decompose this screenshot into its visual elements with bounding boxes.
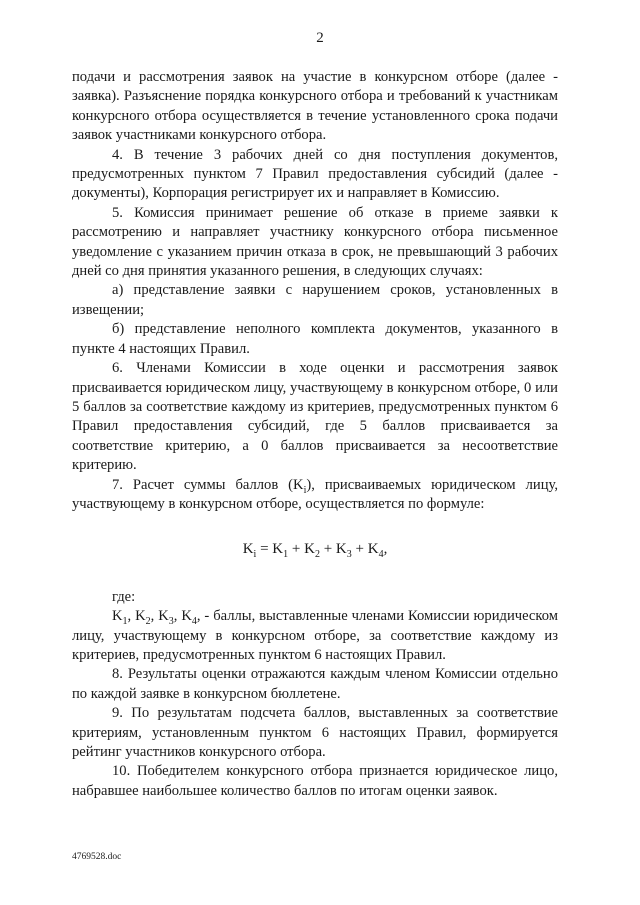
- formula-term-3: K: [335, 541, 347, 558]
- formula-legend: [72, 607, 558, 665]
- paragraph-4: 4. В течение 3 рабочих дней со дня поступления документов, предусмотренных пунктом 7 Правил предоставления субсидий (далее - документы), Корпорация регистрирует их и направляет в Комиссию.: [72, 146, 558, 202]
- legend-k2: K: [135, 608, 146, 625]
- legend-k4-sub: 4: [191, 616, 197, 628]
- formula-term-1: K: [272, 541, 284, 558]
- formula-term-1-sub: 1: [283, 549, 289, 561]
- legend-k1: K: [112, 608, 123, 625]
- legend-k1-sub: 1: [122, 616, 128, 628]
- paragraph-7-sub: i: [303, 484, 307, 496]
- formula-term-2-sub: 2: [314, 549, 320, 561]
- footer-doc-id: 4769528.doc: [72, 852, 122, 862]
- formula-end: ,: [383, 541, 388, 558]
- formula-plus-2: +: [319, 541, 336, 558]
- legend-k3: K: [158, 608, 169, 625]
- paragraph-continuation: подачи и рассмотрения заявок на участие в конкурсном отборе (далее - заявка). Разъяснение порядка конкурсного отбора и требований к участникам конкурсного отбора осуществляется в течение установленного срока подачи заявок участниками конкурсного отбора.: [72, 69, 558, 144]
- formula-term-3-sub: 3: [346, 549, 352, 561]
- legend-k2-sub: 2: [145, 616, 151, 628]
- legend-text: , - баллы, выставленные членами Комиссии юридическом лицу, участвующему в конкурсном отборе, за соответствие каждому из критериев, предусмотренных пунктом 6 настоящих Правил.: [72, 608, 559, 663]
- page-number: 2: [316, 30, 324, 46]
- formula-term-4: K: [367, 541, 379, 558]
- formula-lhs: K: [242, 541, 254, 558]
- formula-plus-3: +: [351, 541, 368, 558]
- legend-sep-1: ,: [127, 608, 136, 625]
- where-label: где:: [112, 588, 136, 605]
- formula-term-2: K: [304, 541, 315, 558]
- legend-k3-sub: 3: [168, 616, 174, 628]
- paragraph-6: 6. Членами Комиссии в ходе оценки и рассмотрения заявок присваивается юридическом лицу, участвующему в конкурсном отборе, 0 или 5 баллов за соответствие каждому из критериев, предусмотренных пунктом 6 Правил предоставления субсидий, где 5 баллов присваивается за соответствие критерию, а 0 баллов присваивается за несоответствие критерию.: [72, 360, 558, 474]
- document-body: [72, 68, 558, 801]
- paragraph-10: 10. Победителем конкурсного отбора признается юридическое лицо, набравшее наибольшее количество баллов по итогам оценки заявок.: [72, 763, 558, 799]
- formula-lhs-sub: i: [253, 549, 257, 561]
- paragraph-5-b: б) представление неполного комплекта документов, указанного в пункте 4 настоящих Правил.: [72, 321, 558, 357]
- paragraph-7-text-b: ), присваиваемых юридическом лицу, участвующему в конкурсном отборе, осуществляется по формуле:: [72, 476, 558, 512]
- legend-sep-3: ,: [173, 608, 182, 625]
- formula-plus-1: +: [288, 541, 305, 558]
- paragraph-7-text-a: 7. Расчет суммы баллов (K: [112, 476, 304, 493]
- paragraph-7: [72, 476, 558, 515]
- legend-sep-2: ,: [150, 608, 159, 625]
- paragraph-8: 8. Результаты оценки отражаются каждым членом Комиссии отдельно по каждой заявке в конкурсном бюллетене.: [72, 666, 558, 702]
- paragraph-5: 5. Комиссия принимает решение об отказе в приеме заявки к рассмотрению и направляет участнику конкурсного отбора письменное уведомление с указанием причин отказа в срок, не превышающий 3 рабочих дней со дня принятия указанного решения, в следующих случаях:: [72, 204, 558, 280]
- paragraph-5-a: а) представление заявки с нарушением сроков, установленных в извещении;: [72, 282, 558, 318]
- paragraph-9: 9. По результатам подсчета баллов, выставленных за соответствие критериям, установленным пунктом 6 настоящих Правил, формируется рейтинг участников конкурсного отбора.: [72, 705, 558, 760]
- legend-k4: K: [181, 608, 192, 625]
- score-formula: [72, 540, 558, 559]
- formula-term-4-sub: 4: [378, 549, 384, 561]
- formula-equals: =: [256, 541, 273, 558]
